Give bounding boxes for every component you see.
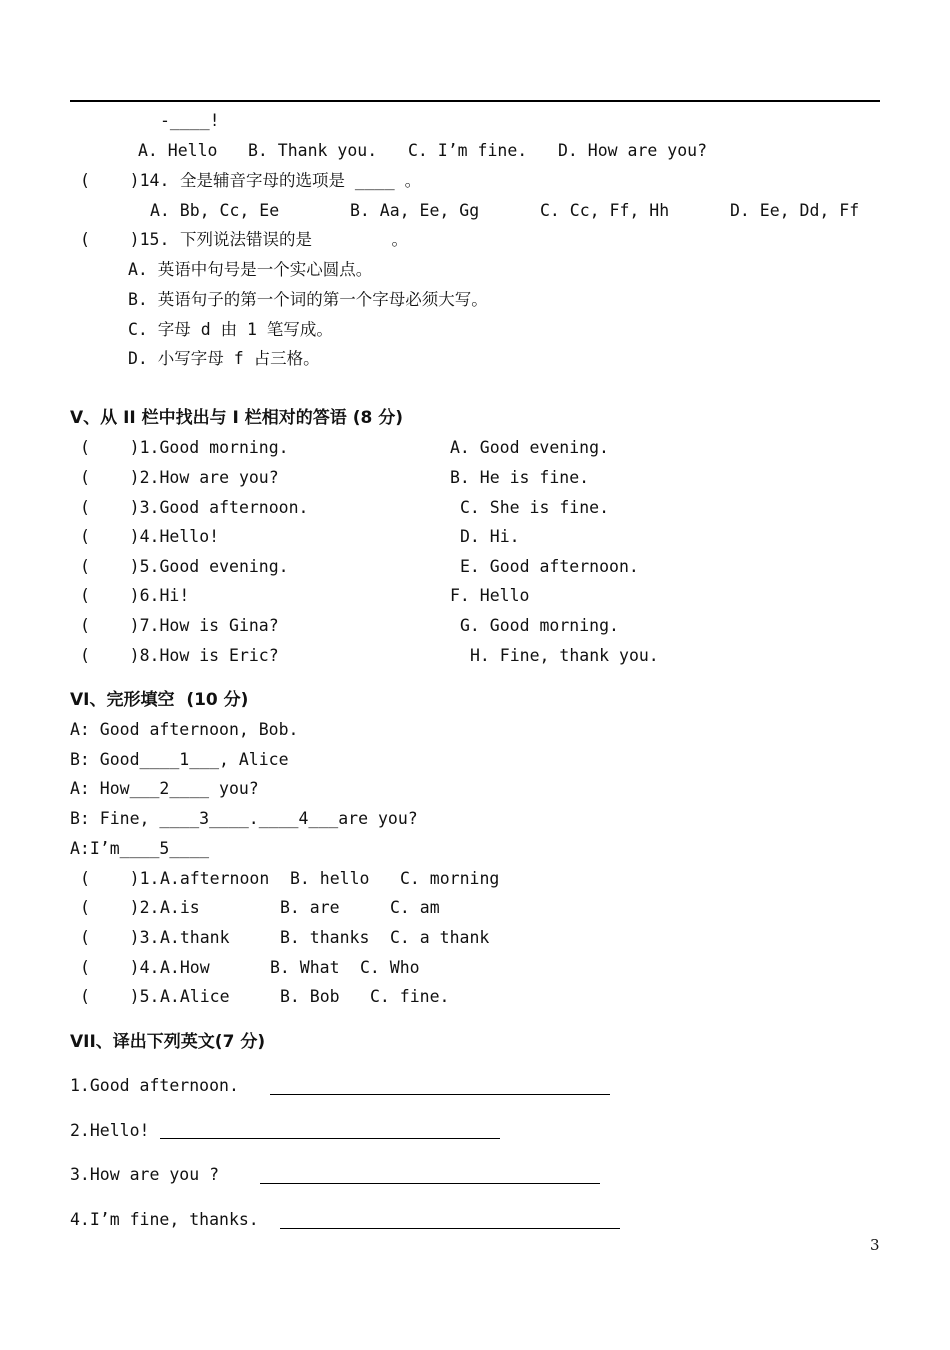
cloze-item-1-a: A.afternoon [160, 869, 270, 888]
cloze-item-3-c: C. a thank [390, 928, 490, 947]
cloze-line-2: B: Good____1___, Alice [70, 750, 289, 769]
q14-option-b: B. Aa, Ee, Gg [350, 201, 480, 220]
match-right-a: A. Good evening. [450, 438, 609, 457]
q13-option-c: C. I’m fine. [408, 141, 528, 160]
cloze-item-4-c: C. Who [360, 958, 420, 977]
translate-item-1: 1.Good afternoon. [70, 1076, 239, 1095]
match-left-1: ( )1.Good morning. [80, 438, 289, 457]
match-left-5: ( )5.Good evening. [80, 557, 289, 576]
section-v-heading: V、从 II 栏中找出与 I 栏相对的答语 (8 分) [70, 408, 404, 428]
cloze-item-5-c: C. fine. [370, 987, 450, 1006]
q13-option-a: A. Hello [138, 141, 218, 160]
cloze-item-1-b: B. hello [290, 869, 370, 888]
q15-prefix: ( )15. [80, 230, 170, 249]
section-vi-heading: VI、完形填空 (10 分) [70, 690, 249, 710]
answer-line-4[interactable] [280, 1228, 620, 1229]
cloze-item-1-c: C. morning [400, 869, 500, 888]
q13-option-b: B. Thank you. [248, 141, 378, 160]
cloze-item-2-c: C. am [390, 898, 440, 917]
match-left-6: ( )6.Hi! [80, 586, 190, 605]
match-right-d: D. Hi. [460, 527, 520, 546]
match-right-c: C. She is fine. [460, 498, 610, 517]
cloze-item-4-prefix: ( )4. [80, 958, 160, 977]
answer-line-1[interactable] [270, 1094, 610, 1095]
q15-option-a: A. 英语中句号是一个实心圆点。 [128, 260, 373, 279]
cloze-item-5-prefix: ( )5. [80, 987, 160, 1006]
answer-line-2[interactable] [160, 1138, 500, 1139]
cloze-item-5-a: A.Alice [160, 987, 230, 1006]
match-right-b: B. He is fine. [450, 468, 590, 487]
cloze-item-2-a: A.is [160, 898, 200, 917]
cloze-line-4: B: Fine, ____3____.____4___are you? [70, 809, 418, 828]
match-right-h: H. Fine, thank you. [470, 646, 659, 665]
cloze-item-3-b: B. thanks [280, 928, 370, 947]
cloze-item-2-b: B. are [280, 898, 340, 917]
q14-option-d: D. Ee, Dd, Ff [730, 201, 860, 220]
q15-text: 下列说法错误的是 。 [180, 230, 408, 249]
cloze-item-1-prefix: ( )1. [80, 869, 160, 888]
match-left-7: ( )7.How is Gina? [80, 616, 279, 635]
cloze-item-4-b: B. What [270, 958, 340, 977]
match-right-e: E. Good afternoon. [460, 557, 639, 576]
section-vii-heading: VII、译出下列英文(7 分) [70, 1032, 266, 1052]
cloze-item-3-a: A.thank [160, 928, 230, 947]
match-right-g: G. Good morning. [460, 616, 619, 635]
q15-option-c: C. 字母 d 由 1 笔写成。 [128, 320, 333, 339]
match-left-8: ( )8.How is Eric? [80, 646, 279, 665]
cloze-item-4-a: A.How [160, 958, 210, 977]
header-rule [70, 100, 880, 102]
translate-item-4: 4.I’m fine, thanks. [70, 1210, 259, 1229]
answer-line-3[interactable] [260, 1183, 600, 1184]
cloze-line-3: A: How___2____ you? [70, 779, 259, 798]
q15-option-b: B. 英语句子的第一个词的第一个字母必须大写。 [128, 290, 488, 309]
q14-text: 全是辅音字母的选项是 ____ 。 [180, 171, 422, 190]
page-number: 3 [870, 1236, 880, 1254]
match-right-f: F. Hello [450, 586, 530, 605]
match-left-2: ( )2.How are you? [80, 468, 279, 487]
cloze-line-5: A:I’m____5____ [70, 839, 210, 858]
q15-option-d: D. 小写字母 f 占三格。 [128, 349, 320, 368]
q14-prefix: ( )14. [80, 171, 170, 190]
cloze-item-3-prefix: ( )3. [80, 928, 160, 947]
translate-item-2: 2.Hello! [70, 1121, 150, 1140]
cloze-item-5-b: B. Bob [280, 987, 340, 1006]
q14-option-c: C. Cc, Ff, Hh [540, 201, 670, 220]
q14-option-a: A. Bb, Cc, Ee [150, 201, 280, 220]
q13-option-d: D. How are you? [558, 141, 708, 160]
match-left-3: ( )3.Good afternoon. [80, 498, 309, 517]
cloze-item-2-prefix: ( )2. [80, 898, 160, 917]
match-left-4: ( )4.Hello! [80, 527, 220, 546]
translate-item-3: 3.How are you ? [70, 1165, 220, 1184]
cloze-line-1: A: Good afternoon, Bob. [70, 720, 299, 739]
q13-tail: -____! [160, 111, 220, 130]
